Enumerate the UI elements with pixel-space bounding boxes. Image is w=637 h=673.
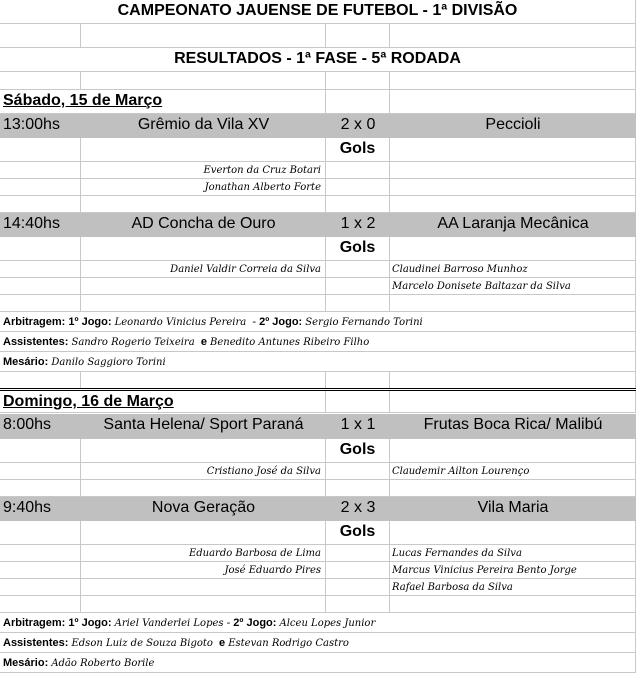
- assistant-2: Estevan Rodrigo Castro: [228, 638, 349, 649]
- scorekeeper: Adão Roberto Borile: [51, 658, 155, 669]
- match-score: 1 x 2: [326, 213, 390, 237]
- referees-info: Arbitragem: 1º Jogo: Leonardo Vinicius Pereira - 2º Jogo: Sergio Fernando Torini: [0, 312, 636, 332]
- match-score: 1 x 1: [326, 414, 390, 439]
- blank-row: [0, 72, 636, 90]
- home-scorer: José Eduardo Pires: [81, 562, 326, 579]
- gols-row: [0, 439, 636, 463]
- assistant-1: Sandro Rogerio Teixeira: [71, 337, 195, 348]
- blank-row: [0, 372, 636, 389]
- match-time: 13:00hs: [0, 114, 81, 138]
- scorekeeper: Danilo Saggioro Torini: [51, 357, 166, 368]
- away-team: Vila Maria: [390, 497, 636, 521]
- match-time: 14:40hs: [0, 213, 81, 237]
- away-scorer: Claudinei Barroso Munhoz: [390, 261, 636, 278]
- referees-row: [0, 613, 636, 633]
- scorer-row: [0, 463, 636, 480]
- scorekeeper-row: [0, 352, 636, 372]
- day-header-row: [0, 90, 636, 114]
- gols-row: [0, 521, 636, 545]
- away-scorer: Rafael Barbosa da Silva: [390, 579, 636, 596]
- match-score: 2 x 0: [326, 114, 390, 138]
- match-header-row: [0, 414, 636, 439]
- home-team: AD Concha de Ouro: [81, 213, 326, 237]
- scorekeeper-info: Mesário: Danilo Saggioro Torini: [0, 352, 636, 372]
- gols-label: Gols: [326, 521, 390, 545]
- assistants-row: [0, 332, 636, 352]
- match-time: 8:00hs: [0, 414, 81, 439]
- referee-1: Ariel Vanderlei Lopes: [114, 618, 224, 629]
- away-scorer: Marcelo Donisete Baltazar da Silva: [390, 278, 636, 295]
- scorer-row: [0, 278, 636, 295]
- home-team: Nova Geração: [81, 497, 326, 521]
- away-team: Peccioli: [390, 114, 636, 138]
- away-team: AA Laranja Mecânica: [390, 213, 636, 237]
- away-scorer: [390, 162, 636, 179]
- assistants-info: Assistentes: Sandro Rogerio Teixeira e Benedito Antunes Ribeiro Filho: [0, 332, 636, 352]
- home-scorer: [81, 278, 326, 295]
- gols-label: Gols: [326, 138, 390, 162]
- blank-row: [0, 295, 636, 312]
- referee-2: Sergio Fernando Torini: [305, 317, 423, 328]
- blank-row: [0, 196, 636, 213]
- match-score: 2 x 3: [326, 497, 390, 521]
- assistants-row: [0, 633, 636, 653]
- scorer-row: [0, 162, 636, 179]
- blank-row: [0, 480, 636, 497]
- home-scorer: [81, 579, 326, 596]
- day-header-row: [0, 391, 636, 413]
- referees-info: Arbitragem: 1º Jogo: Ariel Vanderlei Lopes - 2º Jogo: Alceu Lopes Junior: [0, 613, 636, 633]
- home-scorer: Everton da Cruz Botari: [81, 162, 326, 179]
- gols-row: [0, 138, 636, 162]
- match-header-row: [0, 114, 636, 138]
- home-scorer: Cristiano José da Silva: [81, 463, 326, 480]
- home-scorer: Daniel Valdir Correia da Silva: [81, 261, 326, 278]
- match-header-row: [0, 213, 636, 237]
- away-scorer: Marcus Vinicius Pereira Bento Jorge: [390, 562, 636, 579]
- away-team: Frutas Boca Rica/ Malibú: [390, 414, 636, 439]
- home-scorer: Jonathan Alberto Forte: [81, 179, 326, 196]
- subtitle-row: [0, 48, 636, 72]
- away-scorer: [390, 179, 636, 196]
- gols-row: [0, 237, 636, 261]
- scorekeeper-row: [0, 653, 636, 673]
- assistant-1: Edson Luiz de Souza Bigoto: [71, 638, 213, 649]
- scorer-row: [0, 261, 636, 278]
- match-time: 9:40hs: [0, 497, 81, 521]
- away-scorer: Claudemir Ailton Lourenço: [390, 463, 636, 480]
- home-team: Grêmio da Vila XV: [81, 114, 326, 138]
- blank-row: [0, 596, 636, 613]
- assistant-2: Benedito Antunes Ribeiro Filho: [210, 337, 370, 348]
- match-header-row: [0, 497, 636, 521]
- scorer-row: [0, 562, 636, 579]
- away-scorer: Lucas Fernandes da Silva: [390, 545, 636, 562]
- home-team: Santa Helena/ Sport Paraná: [81, 414, 326, 439]
- referee-1: Leonardo Vinicius Pereira: [114, 317, 247, 328]
- title-row: [0, 0, 636, 24]
- scorer-row: [0, 545, 636, 562]
- page-title: CAMPEONATO JAUENSE DE FUTEBOL - 1ª DIVISÃO: [0, 0, 636, 24]
- page-subtitle: RESULTADOS - 1ª FASE - 5ª RODADA: [0, 48, 636, 72]
- referee-2: Alceu Lopes Junior: [279, 618, 376, 629]
- scorekeeper-info: Mesário: Adão Roberto Borile: [0, 653, 636, 673]
- day-date: Sábado, 15 de Março: [3, 92, 163, 109]
- assistants-info: Assistentes: Edson Luiz de Souza Bigoto e Estevan Rodrigo Castro: [0, 633, 636, 653]
- scorer-row: [0, 579, 636, 596]
- gols-label: Gols: [326, 439, 390, 463]
- scorer-row: [0, 179, 636, 196]
- blank-row: [0, 24, 636, 48]
- referees-row: [0, 312, 636, 332]
- home-scorer: Eduardo Barbosa de Lima: [81, 545, 326, 562]
- gols-label: Gols: [326, 237, 390, 261]
- day-date: Domingo, 16 de Março: [3, 393, 174, 410]
